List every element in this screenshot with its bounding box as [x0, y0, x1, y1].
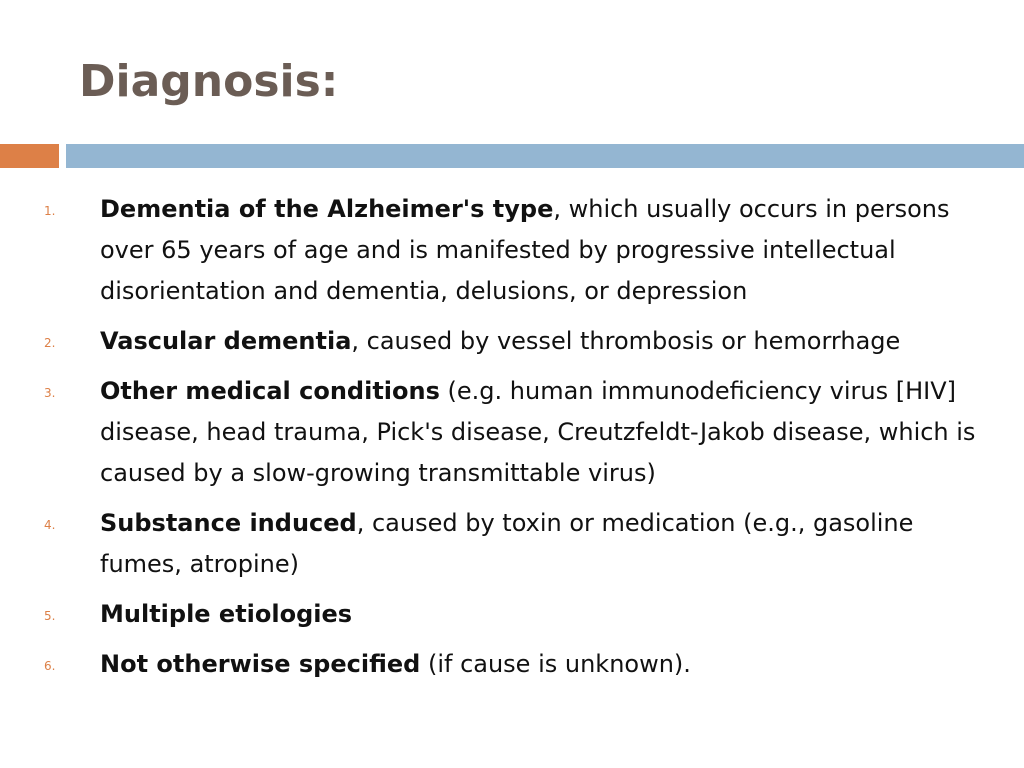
item-term: Multiple etiologies — [100, 600, 353, 628]
item-description: (e.g. human immunodeficiency virus [HIV] disease, head trauma, Pick's disease, Creutzfeldt-Jakob disease, which is caused by a slow-growing transmittable virus) — [100, 377, 976, 487]
item-term: Substance induced — [100, 509, 357, 537]
item-description: , caused by toxin or medication (e.g., gasoline fumes, atropine) — [100, 509, 914, 578]
item-term: Other medical conditions — [100, 377, 440, 405]
item-description: , which usually occurs in persons over 65 years of age and is manifested by progressive intellectual disorientation and dementia, delusions, or depression — [100, 195, 950, 305]
list-item — [0, 371, 1024, 494]
item-term: Not otherwise specified — [100, 650, 421, 678]
diagnosis-list — [0, 189, 1024, 694]
item-description: , caused by vessel thrombosis or hemorrhage — [351, 327, 901, 355]
item-number: 2. — [44, 336, 56, 350]
list-item — [0, 321, 1024, 362]
item-number: 1. — [44, 204, 56, 218]
item-number: 4. — [44, 518, 56, 532]
slide-title: Diagnosis: — [79, 56, 339, 107]
list-item — [0, 189, 1024, 312]
item-number: 3. — [44, 386, 56, 400]
item-term: Vascular dementia — [100, 327, 352, 355]
title-accent-bar — [0, 144, 59, 168]
item-description: (if cause is unknown). — [420, 650, 691, 678]
item-term: Dementia of the Alzheimer's type — [100, 195, 554, 223]
item-number: 6. — [44, 659, 56, 673]
list-item — [0, 594, 1024, 635]
list-item — [0, 503, 1024, 585]
list-item — [0, 644, 1024, 685]
item-number: 5. — [44, 609, 56, 623]
title-divider-bar — [66, 144, 1024, 168]
